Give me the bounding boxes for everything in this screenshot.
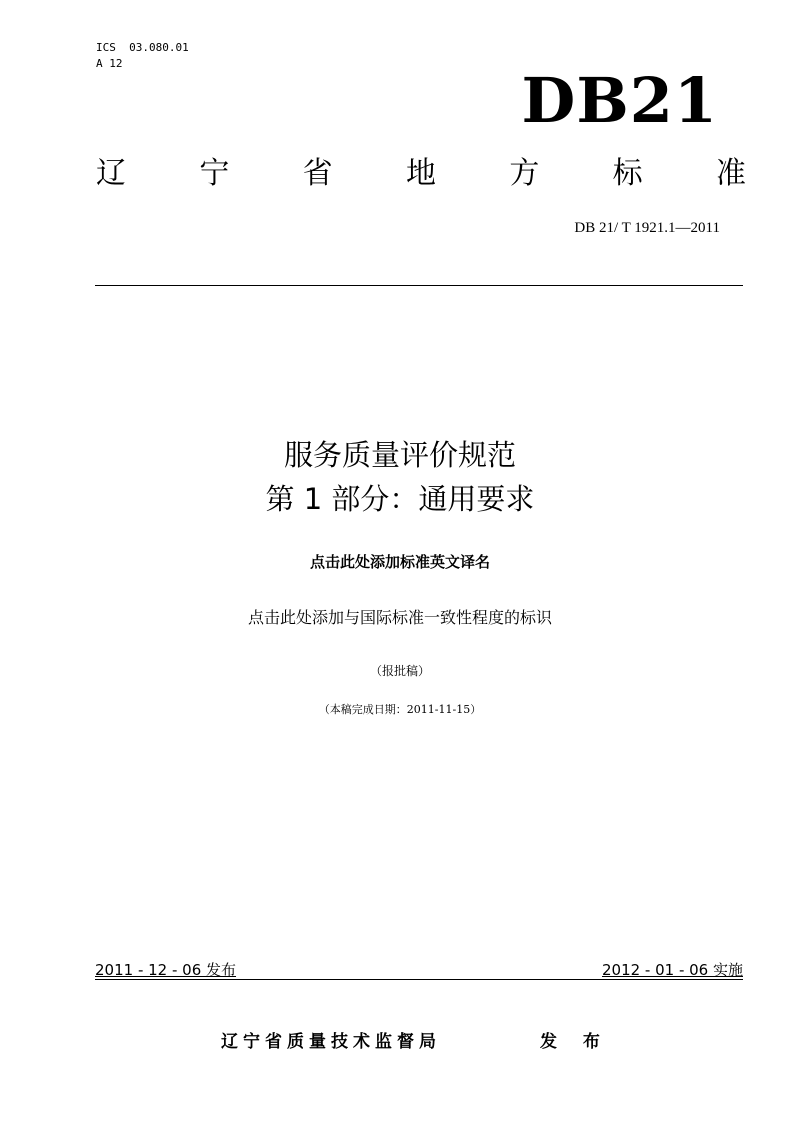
header-divider [95, 285, 743, 286]
document-title-line1: 服务质量评价规范 [283, 438, 516, 472]
standard-type-char: 方 [509, 156, 540, 191]
completion-date: （本稿完成日期：2011-11-15） [318, 703, 482, 716]
implementation-date: 2012 - 01 - 06 实施 [601, 961, 743, 979]
standard-type-char: 辽 [96, 156, 126, 191]
ccs-code: A 12 [96, 57, 123, 70]
standard-number: DB 21/ T 1921.1—2011 [574, 220, 720, 236]
standard-type-char: 地 [405, 156, 436, 191]
english-title-placeholder[interactable]: 点击此处添加标准英文译名 [309, 553, 490, 571]
standard-type-char: 宁 [199, 156, 230, 191]
draft-status: （报批稿） [369, 664, 430, 678]
issuing-authority: 辽宁省质量技术监督局 [221, 1032, 441, 1052]
issue-date: 2011 - 12 - 06 发布 [95, 961, 237, 979]
publish-label: 发 布 [540, 1032, 610, 1052]
ics-code: ICS 03.080.01 [96, 41, 189, 54]
standard-type-char: 准 [715, 156, 746, 191]
document-title-line2: 第 1 部分：通用要求 [265, 482, 535, 516]
standard-type-title [96, 154, 746, 194]
consistency-placeholder[interactable]: 点击此处添加与国际标准一致性程度的标识 [247, 608, 552, 627]
standard-type-char: 标 [612, 156, 643, 191]
footer-divider [95, 979, 743, 980]
db21-logo: DB21 [521, 64, 718, 137]
standard-type-char: 省 [302, 156, 333, 191]
classification-codes [96, 40, 189, 72]
